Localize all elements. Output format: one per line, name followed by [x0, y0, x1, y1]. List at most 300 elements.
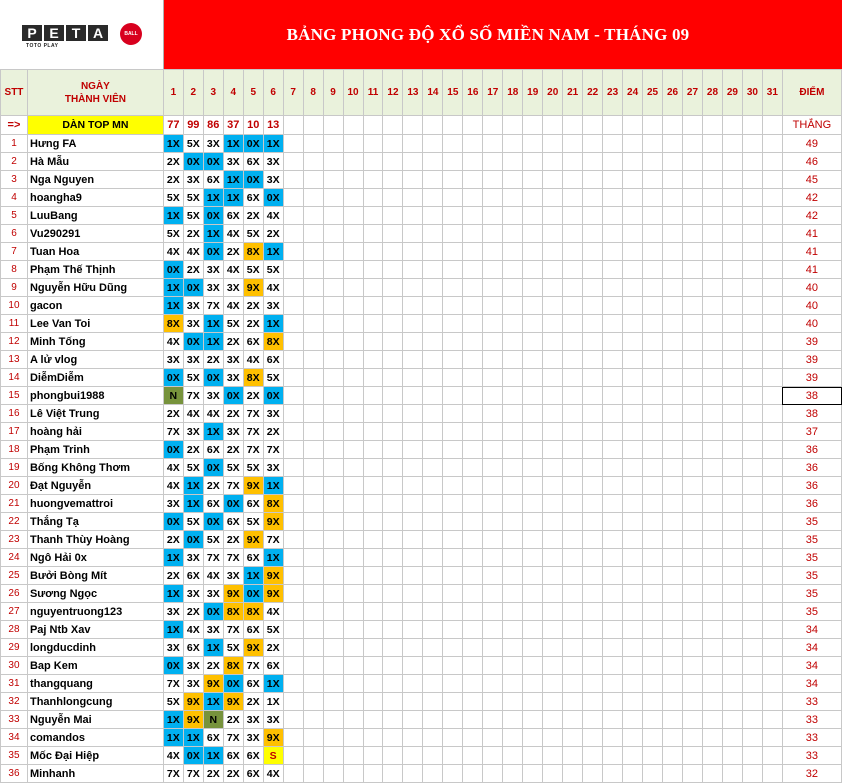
row-stt[interactable]: 20: [1, 477, 28, 495]
empty-cell[interactable]: [623, 531, 643, 549]
empty-cell[interactable]: [543, 621, 563, 639]
empty-cell[interactable]: [523, 621, 543, 639]
empty-cell[interactable]: [343, 729, 363, 747]
result-cell[interactable]: 0X: [203, 603, 223, 621]
result-cell[interactable]: 4X: [163, 333, 183, 351]
empty-cell[interactable]: [683, 747, 703, 765]
empty-cell[interactable]: [343, 225, 363, 243]
result-cell[interactable]: 8X: [243, 603, 263, 621]
empty-cell[interactable]: [742, 747, 762, 765]
result-cell[interactable]: 6X: [243, 621, 263, 639]
result-cell[interactable]: 1X: [203, 423, 223, 441]
empty-cell[interactable]: [403, 189, 423, 207]
empty-cell[interactable]: [683, 261, 703, 279]
member-name[interactable]: phongbui1988: [27, 387, 163, 405]
empty-cell[interactable]: [583, 657, 603, 675]
empty-cell[interactable]: [583, 243, 603, 261]
empty-cell[interactable]: [762, 225, 782, 243]
empty-cell[interactable]: [523, 657, 543, 675]
result-cell[interactable]: 2X: [223, 441, 243, 459]
empty-cell[interactable]: [683, 153, 703, 171]
empty-cell[interactable]: [583, 567, 603, 585]
empty-cell[interactable]: [503, 693, 523, 711]
empty-cell[interactable]: [603, 387, 623, 405]
header-score[interactable]: ĐIỂM: [782, 70, 841, 116]
empty-cell[interactable]: [383, 243, 403, 261]
result-cell[interactable]: 0X: [163, 261, 183, 279]
empty-cell[interactable]: [283, 369, 303, 387]
result-cell[interactable]: 4X: [223, 261, 243, 279]
result-cell[interactable]: 0X: [203, 369, 223, 387]
result-cell[interactable]: 1X: [163, 135, 183, 153]
header-day[interactable]: 14: [423, 70, 443, 116]
empty-cell[interactable]: [702, 405, 722, 423]
empty-cell[interactable]: [343, 207, 363, 225]
score-cell[interactable]: 35: [782, 549, 841, 567]
empty-cell[interactable]: [423, 189, 443, 207]
empty-cell[interactable]: [583, 333, 603, 351]
empty-cell[interactable]: [762, 441, 782, 459]
empty-cell[interactable]: [722, 477, 742, 495]
result-cell[interactable]: 6X: [243, 675, 263, 693]
empty-cell[interactable]: [323, 261, 343, 279]
member-name[interactable]: Nguyễn Mai: [27, 711, 163, 729]
empty-cell[interactable]: [363, 116, 383, 135]
empty-cell[interactable]: [383, 639, 403, 657]
result-cell[interactable]: 7X: [263, 531, 283, 549]
empty-cell[interactable]: [762, 531, 782, 549]
empty-cell[interactable]: [683, 513, 703, 531]
empty-cell[interactable]: [523, 585, 543, 603]
empty-cell[interactable]: [283, 711, 303, 729]
empty-cell[interactable]: [722, 153, 742, 171]
result-cell[interactable]: 3X: [183, 423, 203, 441]
empty-cell[interactable]: [463, 135, 483, 153]
empty-cell[interactable]: [663, 116, 683, 135]
empty-cell[interactable]: [483, 387, 503, 405]
empty-cell[interactable]: [423, 567, 443, 585]
empty-cell[interactable]: [722, 387, 742, 405]
result-cell[interactable]: 5X: [243, 261, 263, 279]
empty-cell[interactable]: [663, 693, 683, 711]
empty-cell[interactable]: [663, 279, 683, 297]
result-cell[interactable]: 7X: [163, 423, 183, 441]
empty-cell[interactable]: [363, 639, 383, 657]
empty-cell[interactable]: [303, 207, 323, 225]
empty-cell[interactable]: [463, 531, 483, 549]
empty-cell[interactable]: [503, 513, 523, 531]
empty-cell[interactable]: [583, 729, 603, 747]
empty-cell[interactable]: [583, 279, 603, 297]
member-name[interactable]: Nga Nguyen: [27, 171, 163, 189]
empty-cell[interactable]: [463, 261, 483, 279]
result-cell[interactable]: 4X: [263, 603, 283, 621]
header-member[interactable]: [27, 70, 163, 116]
empty-cell[interactable]: [423, 477, 443, 495]
empty-cell[interactable]: [303, 729, 323, 747]
empty-cell[interactable]: [742, 765, 762, 783]
result-cell[interactable]: 6X: [203, 495, 223, 513]
header-day[interactable]: 24: [623, 70, 643, 116]
empty-cell[interactable]: [643, 261, 663, 279]
empty-cell[interactable]: [623, 765, 643, 783]
member-name[interactable]: Phạm Thế Thịnh: [27, 261, 163, 279]
empty-cell[interactable]: [323, 567, 343, 585]
empty-cell[interactable]: [503, 225, 523, 243]
empty-cell[interactable]: [443, 279, 463, 297]
result-cell[interactable]: 7X: [203, 549, 223, 567]
empty-cell[interactable]: [722, 369, 742, 387]
result-cell[interactable]: 3X: [183, 171, 203, 189]
empty-cell[interactable]: [443, 765, 463, 783]
empty-cell[interactable]: [683, 315, 703, 333]
result-cell[interactable]: 5X: [263, 369, 283, 387]
empty-cell[interactable]: [583, 441, 603, 459]
empty-cell[interactable]: [722, 711, 742, 729]
empty-cell[interactable]: [563, 369, 583, 387]
score-cell[interactable]: 49: [782, 135, 841, 153]
empty-cell[interactable]: [343, 351, 363, 369]
empty-cell[interactable]: [423, 693, 443, 711]
empty-cell[interactable]: [623, 747, 643, 765]
empty-cell[interactable]: [623, 225, 643, 243]
result-cell[interactable]: 0X: [163, 513, 183, 531]
empty-cell[interactable]: [403, 729, 423, 747]
empty-cell[interactable]: [683, 116, 703, 135]
result-cell[interactable]: 3X: [203, 135, 223, 153]
empty-cell[interactable]: [742, 513, 762, 531]
empty-cell[interactable]: [722, 243, 742, 261]
empty-cell[interactable]: [503, 116, 523, 135]
empty-cell[interactable]: [543, 243, 563, 261]
row-stt[interactable]: 19: [1, 459, 28, 477]
result-cell[interactable]: 6X: [243, 747, 263, 765]
row-stt[interactable]: 4: [1, 189, 28, 207]
empty-cell[interactable]: [363, 711, 383, 729]
empty-cell[interactable]: [323, 315, 343, 333]
empty-cell[interactable]: [283, 351, 303, 369]
empty-cell[interactable]: [303, 621, 323, 639]
empty-cell[interactable]: [463, 315, 483, 333]
member-name[interactable]: Lê Việt Trung: [27, 405, 163, 423]
result-cell[interactable]: 1X: [263, 243, 283, 261]
result-cell[interactable]: 4X: [263, 765, 283, 783]
empty-cell[interactable]: [323, 765, 343, 783]
empty-cell[interactable]: [463, 657, 483, 675]
empty-cell[interactable]: [543, 297, 563, 315]
empty-cell[interactable]: [283, 333, 303, 351]
result-cell[interactable]: 3X: [223, 423, 243, 441]
result-cell[interactable]: 3X: [163, 603, 183, 621]
empty-cell[interactable]: [623, 729, 643, 747]
member-name[interactable]: gacon: [27, 297, 163, 315]
empty-cell[interactable]: [623, 351, 643, 369]
result-cell[interactable]: 9X: [263, 567, 283, 585]
empty-cell[interactable]: [443, 747, 463, 765]
result-cell[interactable]: 1X: [203, 189, 223, 207]
empty-cell[interactable]: [523, 153, 543, 171]
empty-cell[interactable]: [443, 675, 463, 693]
empty-cell[interactable]: [443, 441, 463, 459]
empty-cell[interactable]: [403, 405, 423, 423]
empty-cell[interactable]: [383, 207, 403, 225]
empty-cell[interactable]: [363, 603, 383, 621]
empty-cell[interactable]: [702, 675, 722, 693]
empty-cell[interactable]: [722, 333, 742, 351]
empty-cell[interactable]: [303, 315, 323, 333]
empty-cell[interactable]: [443, 135, 463, 153]
result-cell[interactable]: 2X: [223, 333, 243, 351]
empty-cell[interactable]: [543, 441, 563, 459]
result-cell[interactable]: 4X: [223, 225, 243, 243]
result-cell[interactable]: 9X: [183, 693, 203, 711]
empty-cell[interactable]: [623, 495, 643, 513]
empty-cell[interactable]: [603, 567, 623, 585]
empty-cell[interactable]: [643, 369, 663, 387]
empty-cell[interactable]: [543, 513, 563, 531]
empty-cell[interactable]: [423, 243, 443, 261]
empty-cell[interactable]: [543, 153, 563, 171]
empty-cell[interactable]: [583, 693, 603, 711]
result-cell[interactable]: 6X: [183, 639, 203, 657]
empty-cell[interactable]: [702, 441, 722, 459]
empty-cell[interactable]: [323, 279, 343, 297]
empty-cell[interactable]: [523, 495, 543, 513]
empty-cell[interactable]: [702, 477, 722, 495]
empty-cell[interactable]: [323, 423, 343, 441]
empty-cell[interactable]: [762, 279, 782, 297]
empty-cell[interactable]: [742, 441, 762, 459]
empty-cell[interactable]: [303, 333, 323, 351]
empty-cell[interactable]: [283, 621, 303, 639]
empty-cell[interactable]: [762, 567, 782, 585]
empty-cell[interactable]: [623, 333, 643, 351]
empty-cell[interactable]: [363, 351, 383, 369]
empty-cell[interactable]: [503, 639, 523, 657]
score-cell[interactable]: 40: [782, 315, 841, 333]
empty-cell[interactable]: [403, 765, 423, 783]
empty-cell[interactable]: [283, 747, 303, 765]
empty-cell[interactable]: [403, 639, 423, 657]
empty-cell[interactable]: [383, 116, 403, 135]
empty-cell[interactable]: [363, 297, 383, 315]
empty-cell[interactable]: [503, 369, 523, 387]
row-stt[interactable]: 10: [1, 297, 28, 315]
member-name[interactable]: Hưng FA: [27, 135, 163, 153]
empty-cell[interactable]: [722, 116, 742, 135]
empty-cell[interactable]: [403, 171, 423, 189]
empty-cell[interactable]: [683, 585, 703, 603]
empty-cell[interactable]: [303, 477, 323, 495]
empty-cell[interactable]: [423, 657, 443, 675]
empty-cell[interactable]: [643, 729, 663, 747]
empty-cell[interactable]: [663, 657, 683, 675]
header-day[interactable]: 1: [163, 70, 183, 116]
empty-cell[interactable]: [643, 477, 663, 495]
empty-cell[interactable]: [762, 495, 782, 513]
empty-cell[interactable]: [762, 729, 782, 747]
result-cell[interactable]: 2X: [243, 315, 263, 333]
empty-cell[interactable]: [563, 693, 583, 711]
empty-cell[interactable]: [603, 765, 623, 783]
result-cell[interactable]: 7X: [263, 441, 283, 459]
empty-cell[interactable]: [503, 423, 523, 441]
result-cell[interactable]: 1X: [223, 171, 243, 189]
empty-cell[interactable]: [403, 693, 423, 711]
empty-cell[interactable]: [643, 423, 663, 441]
score-cell[interactable]: 34: [782, 639, 841, 657]
empty-cell[interactable]: [403, 315, 423, 333]
result-cell[interactable]: 1X: [163, 729, 183, 747]
empty-cell[interactable]: [343, 513, 363, 531]
empty-cell[interactable]: [563, 621, 583, 639]
result-cell[interactable]: 0X: [163, 441, 183, 459]
empty-cell[interactable]: [643, 116, 663, 135]
result-cell[interactable]: 5X: [243, 459, 263, 477]
empty-cell[interactable]: [503, 549, 523, 567]
empty-cell[interactable]: [583, 639, 603, 657]
header-day[interactable]: 19: [523, 70, 543, 116]
empty-cell[interactable]: [583, 513, 603, 531]
result-cell[interactable]: 5X: [223, 639, 243, 657]
empty-cell[interactable]: [762, 116, 782, 135]
empty-cell[interactable]: [762, 513, 782, 531]
empty-cell[interactable]: [563, 657, 583, 675]
empty-cell[interactable]: [323, 675, 343, 693]
empty-cell[interactable]: [663, 711, 683, 729]
result-cell[interactable]: 5X: [163, 189, 183, 207]
empty-cell[interactable]: [683, 729, 703, 747]
empty-cell[interactable]: [702, 135, 722, 153]
empty-cell[interactable]: [443, 423, 463, 441]
empty-cell[interactable]: [363, 243, 383, 261]
result-cell[interactable]: 1X: [203, 225, 223, 243]
empty-cell[interactable]: [702, 171, 722, 189]
empty-cell[interactable]: [503, 711, 523, 729]
empty-cell[interactable]: [663, 351, 683, 369]
member-name[interactable]: Mốc Đại Hiệp: [27, 747, 163, 765]
empty-cell[interactable]: [742, 171, 762, 189]
empty-cell[interactable]: [523, 171, 543, 189]
row-stt[interactable]: 3: [1, 171, 28, 189]
result-cell[interactable]: 3X: [263, 153, 283, 171]
score-cell[interactable]: 35: [782, 531, 841, 549]
result-cell[interactable]: 1X: [163, 621, 183, 639]
empty-cell[interactable]: [303, 116, 323, 135]
empty-cell[interactable]: [543, 116, 563, 135]
empty-cell[interactable]: [523, 423, 543, 441]
empty-cell[interactable]: [403, 495, 423, 513]
empty-cell[interactable]: [443, 711, 463, 729]
empty-cell[interactable]: [722, 747, 742, 765]
empty-cell[interactable]: [343, 189, 363, 207]
empty-cell[interactable]: [603, 135, 623, 153]
empty-cell[interactable]: [323, 297, 343, 315]
result-cell[interactable]: 2X: [163, 531, 183, 549]
result-cell[interactable]: 2X: [203, 657, 223, 675]
result-cell[interactable]: 1X: [223, 135, 243, 153]
result-cell[interactable]: 2X: [243, 693, 263, 711]
empty-cell[interactable]: [303, 603, 323, 621]
result-cell[interactable]: 3X: [203, 261, 223, 279]
member-name[interactable]: Lee Van Toi: [27, 315, 163, 333]
empty-cell[interactable]: [423, 387, 443, 405]
result-cell[interactable]: 2X: [243, 297, 263, 315]
empty-cell[interactable]: [683, 711, 703, 729]
empty-cell[interactable]: [643, 171, 663, 189]
empty-cell[interactable]: [503, 531, 523, 549]
empty-cell[interactable]: [423, 585, 443, 603]
empty-cell[interactable]: [283, 243, 303, 261]
empty-cell[interactable]: [663, 549, 683, 567]
empty-cell[interactable]: [303, 513, 323, 531]
empty-cell[interactable]: [483, 495, 503, 513]
empty-cell[interactable]: [643, 711, 663, 729]
empty-cell[interactable]: [463, 549, 483, 567]
empty-cell[interactable]: [343, 423, 363, 441]
empty-cell[interactable]: [683, 693, 703, 711]
empty-cell[interactable]: [523, 333, 543, 351]
result-cell[interactable]: 1X: [263, 477, 283, 495]
result-cell[interactable]: 2X: [163, 567, 183, 585]
empty-cell[interactable]: [523, 729, 543, 747]
empty-cell[interactable]: [603, 621, 623, 639]
result-cell[interactable]: 3X: [223, 153, 243, 171]
empty-cell[interactable]: [323, 207, 343, 225]
empty-cell[interactable]: [463, 207, 483, 225]
empty-cell[interactable]: [663, 747, 683, 765]
result-cell[interactable]: 5X: [243, 513, 263, 531]
member-name[interactable]: Thanh Thùy Hoàng: [27, 531, 163, 549]
empty-cell[interactable]: [603, 729, 623, 747]
empty-cell[interactable]: [443, 495, 463, 513]
result-cell[interactable]: 7X: [183, 387, 203, 405]
empty-cell[interactable]: [702, 333, 722, 351]
header-day[interactable]: 16: [463, 70, 483, 116]
empty-cell[interactable]: [702, 116, 722, 135]
empty-cell[interactable]: [483, 116, 503, 135]
empty-cell[interactable]: [683, 765, 703, 783]
empty-cell[interactable]: [702, 639, 722, 657]
header-day[interactable]: 31: [762, 70, 782, 116]
result-cell[interactable]: 3X: [163, 495, 183, 513]
empty-cell[interactable]: [563, 423, 583, 441]
empty-cell[interactable]: [343, 495, 363, 513]
header-stt[interactable]: STT: [1, 70, 28, 116]
empty-cell[interactable]: [383, 135, 403, 153]
empty-cell[interactable]: [702, 207, 722, 225]
empty-cell[interactable]: [423, 207, 443, 225]
empty-cell[interactable]: [722, 261, 742, 279]
empty-cell[interactable]: [643, 225, 663, 243]
result-cell[interactable]: 2X: [223, 765, 243, 783]
empty-cell[interactable]: [623, 657, 643, 675]
empty-cell[interactable]: [762, 675, 782, 693]
empty-cell[interactable]: [363, 513, 383, 531]
empty-cell[interactable]: [683, 297, 703, 315]
member-name[interactable]: DiễmDiễm: [27, 369, 163, 387]
empty-cell[interactable]: [742, 261, 762, 279]
empty-cell[interactable]: [722, 297, 742, 315]
empty-cell[interactable]: [383, 279, 403, 297]
empty-cell[interactable]: [423, 729, 443, 747]
empty-cell[interactable]: [663, 729, 683, 747]
score-cell[interactable]: 34: [782, 657, 841, 675]
result-cell[interactable]: 0X: [223, 387, 243, 405]
result-cell[interactable]: 1X: [203, 315, 223, 333]
empty-cell[interactable]: [483, 621, 503, 639]
empty-cell[interactable]: [423, 351, 443, 369]
